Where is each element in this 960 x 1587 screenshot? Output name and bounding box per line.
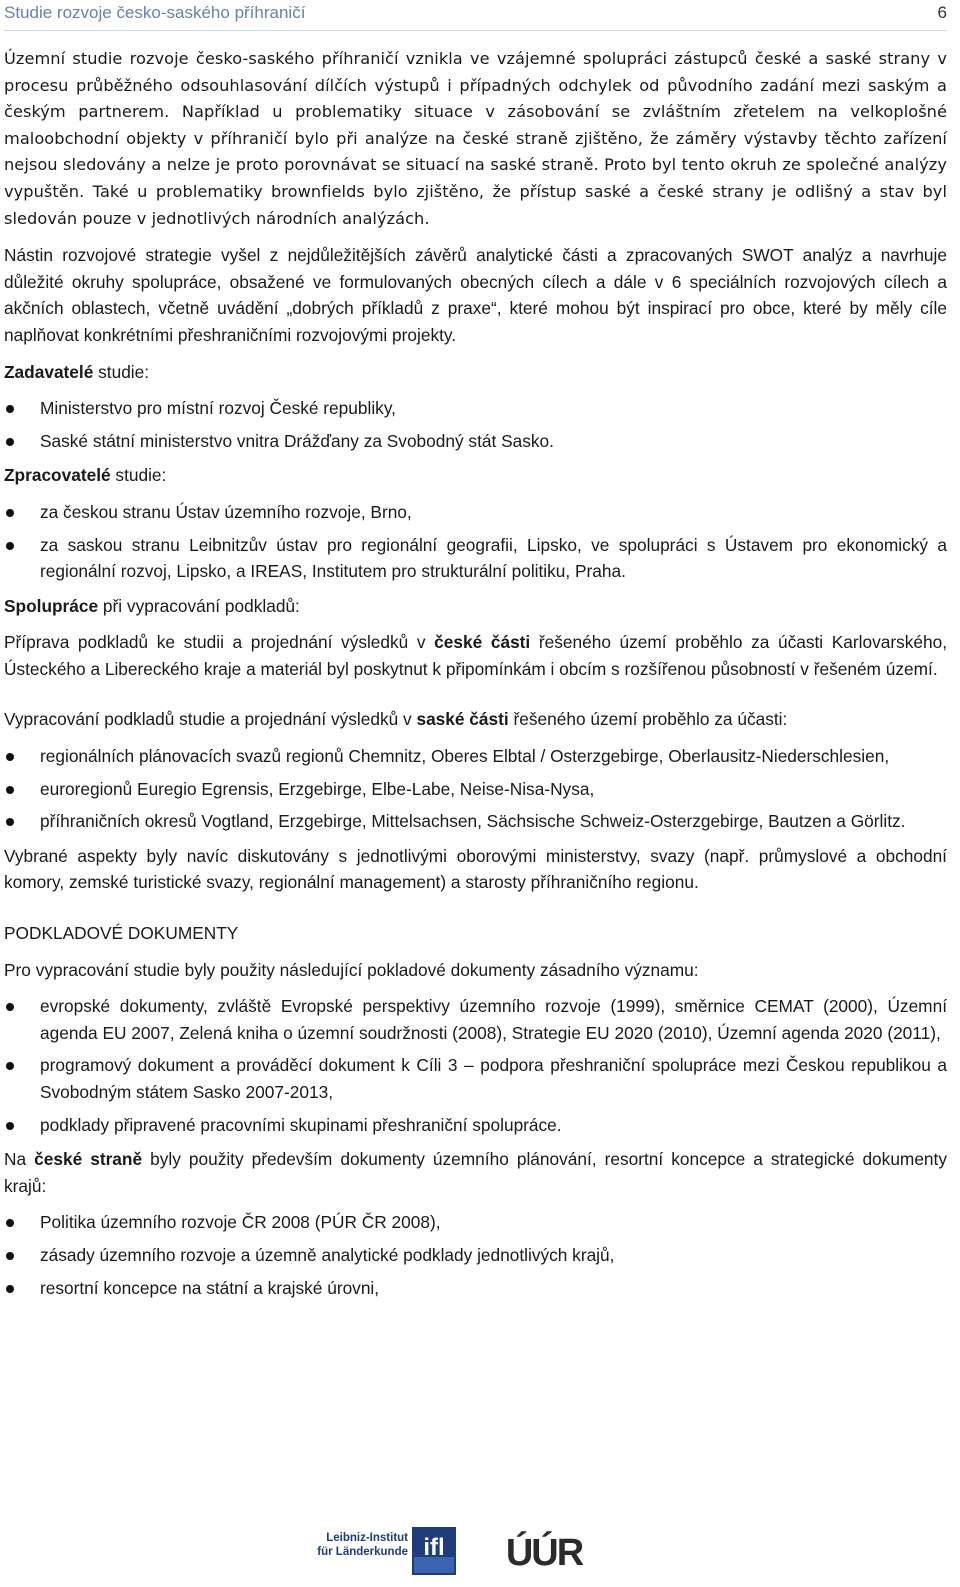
bullet-icon (6, 1062, 14, 1070)
list-item (4, 532, 947, 585)
list-item (4, 1209, 947, 1236)
document-body (4, 46, 947, 1309)
bullet-icon (6, 438, 14, 446)
section-zadavatele-heading (4, 359, 947, 386)
list-item (4, 499, 947, 526)
saxon-participants-list (4, 743, 947, 835)
intro-sentence-1: Územní studie rozvoje česko-saského příhraničí vznikla ve vzájemné spolupráci zástupců české a saské strany v procesu průběžného odsouhlasování dílčích výstupů i případných odchylek od původního zadání mezi saským a českým partnerem. (4, 49, 947, 122)
bullet-icon (6, 509, 14, 517)
bullet-icon (6, 1252, 14, 1260)
zadavatele-rest: studie: (93, 361, 150, 382)
intro-sentence-2: Například u problematiky situace v zásobování se zvláštním zřetelem na velkoplošné maloobchodní objekty v příhraničí bylo při analýze na české straně zjištěno, že záměry výstavby těchto zařízení nejsou sledovány a nelze je proto porovnávat se situací na saské straně. Proto byl tento okruh ze společné analýzy vypuštěn. Také u problematiky brownfields bylo zjištěno, že přístup saské a české strany je odlišný a stav byl sledován pouze v jednotlivých národních analýzách. (4, 102, 947, 228)
paragraph-aspects: Vybrané aspekty byly navíc diskutovány s jednotlivými oborovými ministerstvy, svazy (např. průmyslové a obchodní komory, zemské turistické svazy, regionální management) a starosty příhraničního regionu. (4, 845, 947, 893)
leibniz-logo-text (304, 1531, 408, 1559)
list-item (4, 776, 947, 803)
text-run-bold: české straně (34, 1149, 143, 1170)
bullet-icon (6, 786, 14, 794)
header-rule (4, 30, 947, 31)
text-run: Na (4, 1149, 35, 1170)
leibniz-line-1: Leibniz-Institut (326, 1532, 408, 1544)
list-item (4, 743, 947, 770)
text-run: řešeného území proběhlo za účasti: (508, 709, 788, 730)
list-item-text: zásady územního rozvoje a územně analytické podklady jednotlivých krajů, (40, 1244, 615, 1265)
page-number: 6 (937, 3, 947, 22)
podklady-list (4, 993, 947, 1138)
list-item-text: Politika územního rozvoje ČR 2008 (PÚR ČR 2008), (40, 1212, 441, 1233)
leibniz-line-2: für Länderkunde (317, 1546, 408, 1558)
list-item (4, 808, 947, 835)
list-item (4, 1052, 947, 1105)
list-item (4, 1275, 947, 1302)
spoluprace-rest: při vypracování podkladů: (98, 595, 300, 616)
text-run: byly použity především dokumenty územního plánování, resortní koncepce a strategické dokumenty krajů: (4, 1149, 947, 1196)
page-header (4, 0, 947, 26)
paragraph-czech-part (4, 629, 947, 682)
bullet-icon (6, 1219, 14, 1227)
paragraph-czech-side (4, 1146, 947, 1199)
list-item-text: Saské státní ministerstvo vnitra Drážďany za Svobodný stát Sasko. (40, 430, 554, 451)
list-item (4, 395, 947, 422)
text-run: řešeného území proběhlo za účasti Karlovarského, Ústeckého a Libereckého kraje a materiál byl poskytnut k připomínkám i obcím s rozšířenou působností v řešeném území. (4, 632, 948, 679)
spoluprace-bold: Spolupráce (4, 595, 99, 616)
list-item-text: programový dokument a prováděcí dokument k Cíli 3 – podpora přeshraniční spolupráce mezi Českou republikou a Svobodným státem Sasko 2007-2013, (40, 1055, 947, 1102)
czech-documents-list (4, 1209, 947, 1301)
list-item (4, 1242, 947, 1269)
footer-logos (4, 1521, 947, 1581)
list-item-text: příhraničních okresů Vogtland, Erzgebirge, Mittelsachsen, Sächsische Schweiz-Osterzgebirge, Bautzen a Görlitz. (40, 811, 906, 832)
bullet-icon (6, 1285, 14, 1293)
bullet-icon (6, 1122, 14, 1130)
list-item-text: Ministerstvo pro místní rozvoj České republiky, (40, 398, 396, 419)
zadavatele-bold: Zadavatelé (4, 361, 94, 382)
list-item (4, 993, 947, 1046)
list-item-text: za českou stranu Ústav územního rozvoje, Brno, (40, 501, 412, 522)
section-spoluprace-heading (4, 593, 947, 620)
zpracovatele-rest: studie: (110, 465, 167, 486)
list-item-text: regionálních plánovacích svazů regionů Chemnitz, Oberes Elbtal / Osterzgebirge, Oberlausitz-Niederschlesien, (40, 746, 890, 767)
ifl-mark-text: ifl (423, 1534, 445, 1561)
uur-logo-icon (499, 1527, 589, 1571)
paragraph-saxon-part (4, 706, 947, 733)
zadavatele-list (4, 395, 947, 454)
paragraph-podklady-intro: Pro vypracování studie byly použity následující pokladové dokumenty zásadního významu: (4, 959, 699, 980)
list-item (4, 1112, 947, 1139)
zpracovatele-bold: Zpracovatelé (4, 465, 111, 486)
zpracovatele-list (4, 499, 947, 585)
uur-mark-text: ÚÚR (505, 1532, 583, 1571)
bullet-icon (6, 818, 14, 826)
spacer (4, 906, 947, 920)
bullet-icon (6, 542, 14, 550)
bullet-icon (6, 1003, 14, 1011)
section-zpracovatele-heading (4, 462, 947, 489)
list-item-text: podklady připravené pracovními skupinami přeshraniční spolupráce. (40, 1114, 562, 1135)
text-run: Vypracování podkladů studie a projednání výsledků v (4, 709, 417, 730)
list-item (4, 428, 947, 455)
text-run-bold: české části (434, 632, 531, 653)
list-item-text: za saskou stranu Leibnitzův ústav pro regionální geografii, Lipsko, ve spolupráci s Ústavem pro ekonomický a regionální rozvoj, Lipsko, a IREAS, Institutem pro strukturální politiku, Praha. (40, 534, 947, 582)
section-podklady-heading: PODKLADOVÉ DOKUMENTY (4, 923, 239, 944)
text-run: Příprava podkladů ke studii a projednání výsledků v (4, 632, 435, 653)
leibniz-logo (304, 1527, 456, 1575)
bullet-icon (6, 405, 14, 413)
paragraph-intro-1 (4, 46, 947, 232)
list-item-text: evropské dokumenty, zvláště Evropské perspektivy územního rozvoje (1999), směrnice CEMAT (2000), Územní agenda EU 2007, Zelená kniha o územní soudržnosti (2008), Strategie EU 2020 (2010), Územní agenda 2020 (2011), (40, 996, 947, 1043)
header-title: Studie rozvoje česko-saského příhraničí (4, 3, 306, 22)
spacer (4, 692, 947, 706)
paragraph-intro-2: Nástin rozvojové strategie vyšel z nejdůležitějších závěrů analytické části a zpracovaných SWOT analýz a navrhuje důležité okruhy spolupráce, obsažené ve formulovaných obecných cílech a dále v 6 speciálních rozvojových cílech a akčních oblastech, včetně uvádění „dobrých příkladů z praxe“, které mohou být inspirací pro obce, které by měly cíle naplňovat konkrétními přeshraničními rozvojovými projekty. (4, 245, 947, 345)
ifl-logo-icon (412, 1527, 456, 1575)
list-item-text: euroregionů Euregio Egrensis, Erzgebirge, Elbe-Labe, Neise-Nisa-Nysa, (40, 778, 595, 799)
text-run-bold: saské části (416, 709, 509, 730)
bullet-icon (6, 753, 14, 761)
list-item-text: resortní koncepce na státní a krajské úrovni, (40, 1277, 380, 1298)
